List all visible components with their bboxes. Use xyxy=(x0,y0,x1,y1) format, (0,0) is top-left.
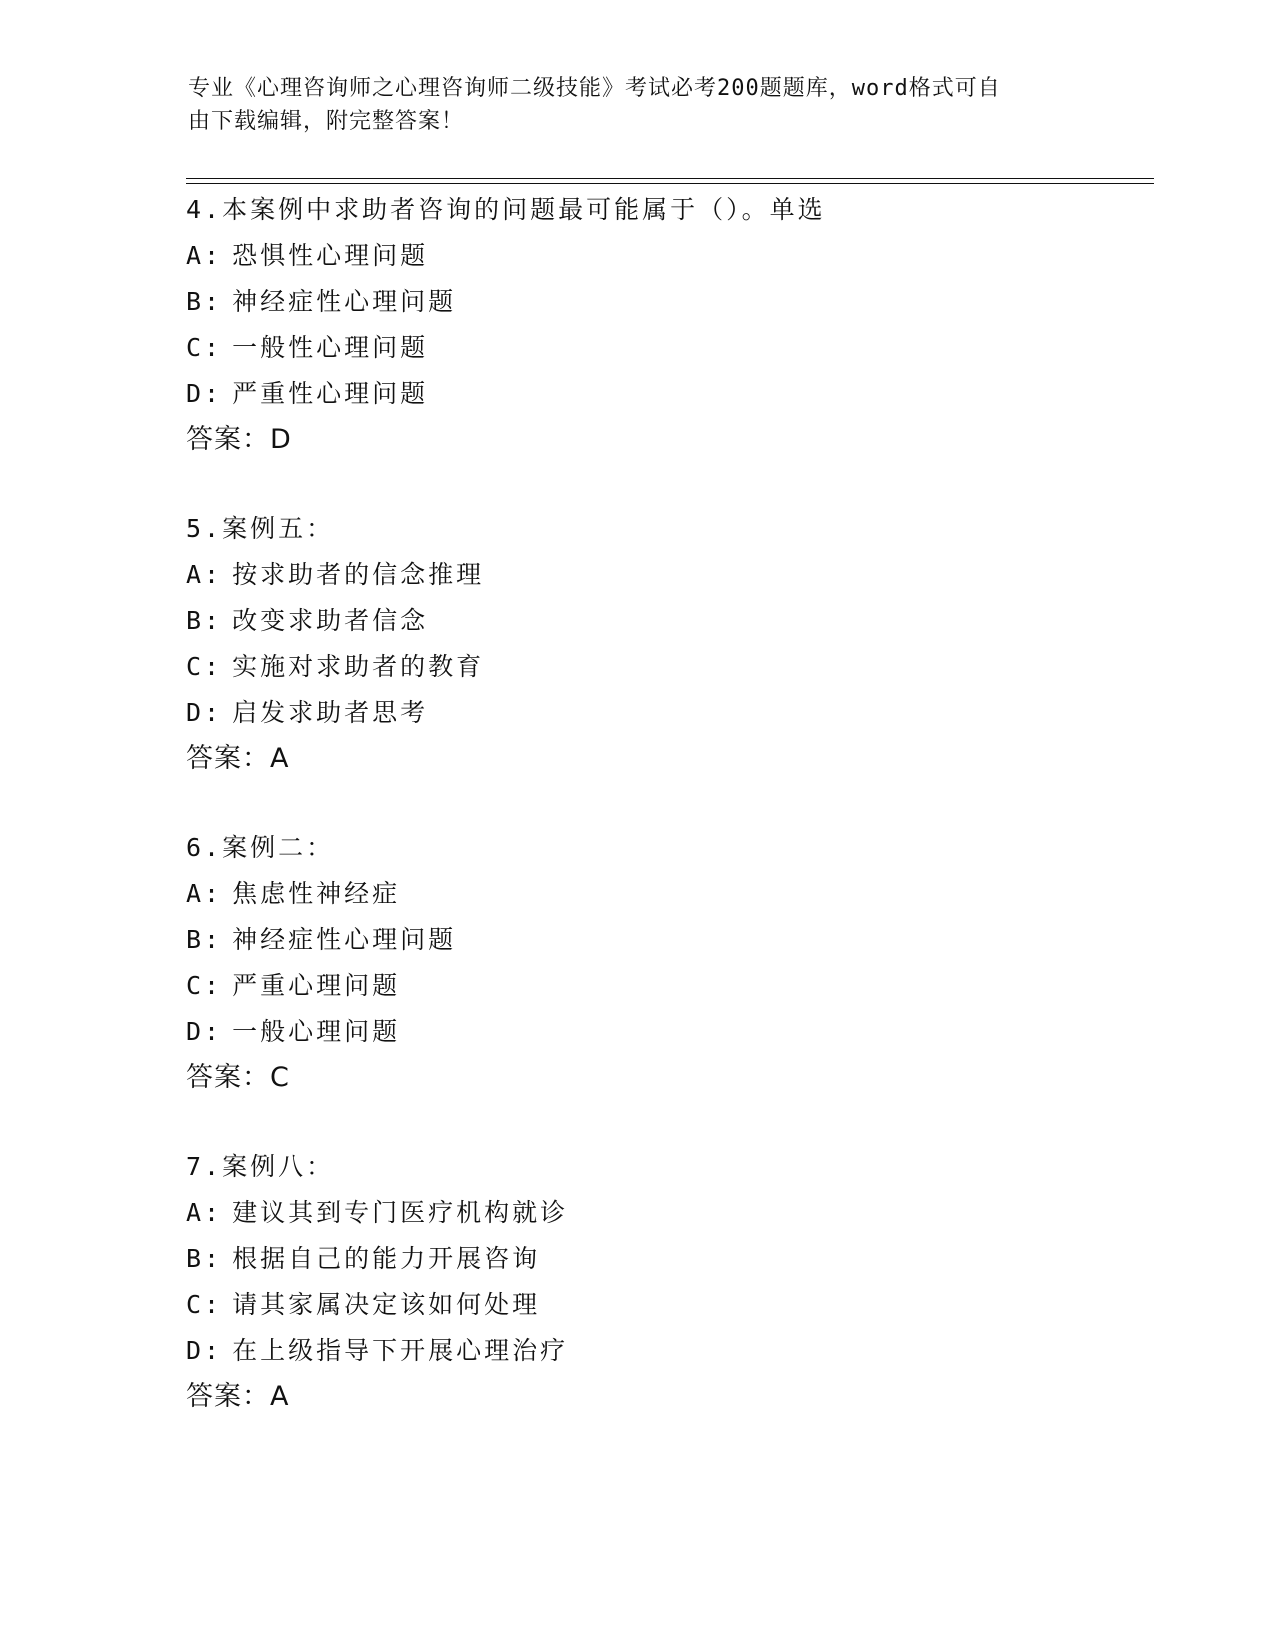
option-text: 一般性心理问题 xyxy=(232,333,429,362)
option-text: 一般心理问题 xyxy=(232,1017,401,1046)
option-letter: C: xyxy=(186,971,223,1000)
option-d xyxy=(186,1328,1146,1374)
answer-line: 答案：C xyxy=(186,1062,290,1093)
option-text: 恐惧性心理问题 xyxy=(232,241,429,270)
answer-line: 答案：D xyxy=(186,424,292,455)
option-text: 焦虑性神经症 xyxy=(232,879,401,908)
header-divider-bottom xyxy=(186,183,1154,184)
option-c xyxy=(186,644,1146,690)
answer-line: 答案：A xyxy=(186,1381,290,1412)
question-item xyxy=(186,1144,1146,1420)
option-c xyxy=(186,1282,1146,1328)
document-header xyxy=(188,72,1068,138)
option-letter: B: xyxy=(186,287,223,316)
option-text: 启发求助者思考 xyxy=(232,698,429,727)
option-letter: B: xyxy=(186,1244,223,1273)
option-text: 请其家属决定该如何处理 xyxy=(232,1290,541,1319)
answer-line: 答案：A xyxy=(186,743,290,774)
option-text: 严重心理问题 xyxy=(232,971,401,1000)
question-list xyxy=(186,187,1146,1463)
option-letter: D: xyxy=(186,379,223,408)
option-d xyxy=(186,371,1146,417)
question-stem: 7.案例八： xyxy=(186,1152,335,1181)
option-d xyxy=(186,690,1146,736)
option-a xyxy=(186,871,1146,917)
option-b xyxy=(186,917,1146,963)
option-letter: C: xyxy=(186,1290,223,1319)
option-text: 严重性心理问题 xyxy=(232,379,429,408)
option-a xyxy=(186,233,1146,279)
option-text: 根据自己的能力开展咨询 xyxy=(232,1244,541,1273)
question-item xyxy=(186,187,1146,463)
option-text: 建议其到专门医疗机构就诊 xyxy=(232,1198,569,1227)
header-line-1: 专业《心理咨询师之心理咨询师二级技能》考试必考200题题库，word格式可自 xyxy=(188,76,1001,101)
option-text: 按求助者的信念推理 xyxy=(232,560,485,589)
option-a xyxy=(186,552,1146,598)
option-letter: A: xyxy=(186,1198,223,1227)
option-letter: D: xyxy=(186,698,223,727)
header-line-2: 由下载编辑，附完整答案！ xyxy=(188,109,465,134)
option-b xyxy=(186,1236,1146,1282)
question-item xyxy=(186,506,1146,782)
option-b xyxy=(186,598,1146,644)
option-letter: A: xyxy=(186,560,223,589)
option-c xyxy=(186,963,1146,1009)
option-c xyxy=(186,325,1146,371)
option-letter: D: xyxy=(186,1336,223,1365)
option-letter: C: xyxy=(186,652,223,681)
option-text: 神经症性心理问题 xyxy=(232,925,457,954)
option-text: 神经症性心理问题 xyxy=(232,287,457,316)
option-text: 改变求助者信念 xyxy=(232,606,429,635)
option-a xyxy=(186,1190,1146,1236)
option-letter: A: xyxy=(186,879,223,908)
option-d xyxy=(186,1009,1146,1055)
option-letter: A: xyxy=(186,241,223,270)
option-letter: D: xyxy=(186,1017,223,1046)
option-letter: B: xyxy=(186,925,223,954)
question-item xyxy=(186,825,1146,1101)
question-stem: 6.案例二： xyxy=(186,833,335,862)
option-b xyxy=(186,279,1146,325)
header-divider-top xyxy=(186,178,1154,179)
option-letter: B: xyxy=(186,606,223,635)
option-text: 在上级指导下开展心理治疗 xyxy=(232,1336,569,1365)
option-text: 实施对求助者的教育 xyxy=(232,652,485,681)
option-letter: C: xyxy=(186,333,223,362)
question-stem: 5.案例五： xyxy=(186,514,335,543)
question-stem: 4.本案例中求助者咨询的问题最可能属于（）。单选 xyxy=(186,195,826,224)
